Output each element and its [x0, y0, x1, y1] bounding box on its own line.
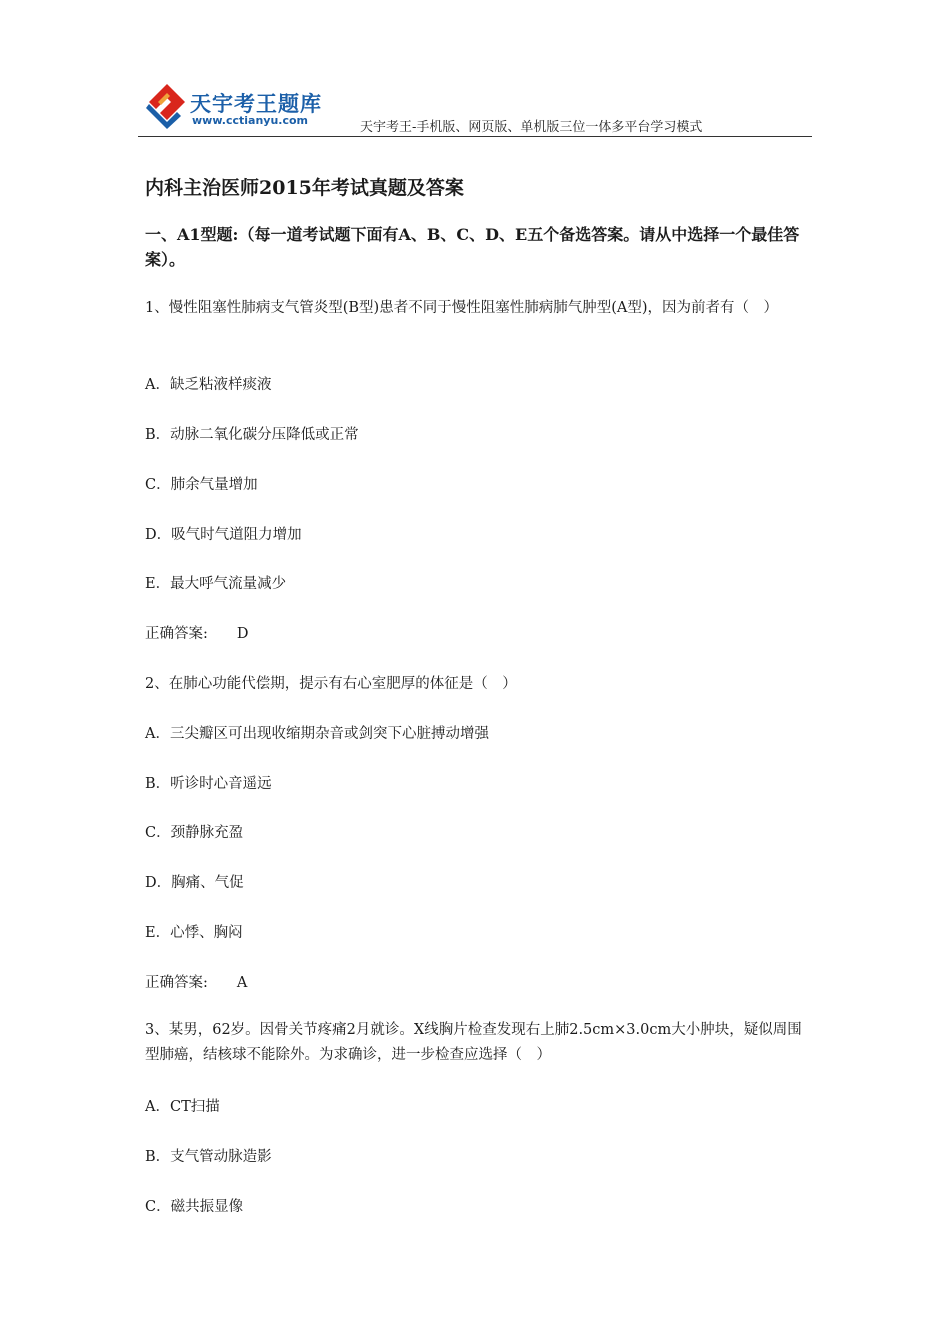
option-a: A．三尖瓣区可出现收缩期杂音或剑突下心脏搏动增强 [145, 726, 489, 742]
document-title: 内科主治医师2015年考试真题及答案 [145, 177, 464, 199]
option-c: C．颈静脉充盈 [145, 825, 244, 841]
option-d: D．吸气时气道阻力增加 [145, 527, 302, 543]
site-logo[interactable] [146, 80, 346, 132]
option-b: B．听诊时心音遥远 [145, 776, 272, 792]
option-b: B．动脉二氧化碳分压降低或正常 [145, 427, 359, 443]
correct-answer: 正确答案: D [145, 626, 249, 642]
header-tagline: 天宇考王-手机版、网页版、单机版三位一体多平台学习模式 [360, 120, 703, 135]
option-b: B．支气管动脉造影 [145, 1149, 272, 1165]
logo-url: www.cctianyu.com [192, 114, 309, 127]
option-a: A．CT扫描 [145, 1099, 220, 1115]
option-a: A．缺乏粘液样痰液 [145, 377, 272, 393]
question-stem: 1、慢性阻塞性肺病支气管炎型(B型)患者不同于慢性阻塞性肺病肺气肿型(A型)，因为前者有（ ） [145, 300, 778, 316]
logo-text: 天宇考王题库 [190, 92, 322, 116]
option-c: C．磁共振显像 [145, 1199, 244, 1215]
option-c: C．肺余气量增加 [145, 477, 258, 493]
question-stem: 2、在肺心功能代偿期，提示有右心室肥厚的体征是（ ） [145, 676, 517, 692]
option-e: E．最大呼气流量减少 [145, 576, 287, 592]
option-d: D．胸痛、气促 [145, 875, 244, 891]
logo-mark-icon [146, 82, 188, 130]
correct-answer: 正确答案: A [145, 975, 248, 991]
page-header [138, 78, 812, 137]
option-e: E．心悸、胸闷 [145, 925, 243, 941]
question-stem: 3、某男，62岁。因骨关节疼痛2月就诊。X线胸片检查发现右上肺2.5cm×3.0cm大小肿块，疑似周围型肺癌，结核球不能除外。为求确诊，进一步检查应选择（ ） [145, 1022, 802, 1063]
section-heading: 一、A1型题:（每一道考试题下面有A、B、C、D、E五个备选答案。请从中选择一个最佳答案）。 [145, 225, 800, 269]
